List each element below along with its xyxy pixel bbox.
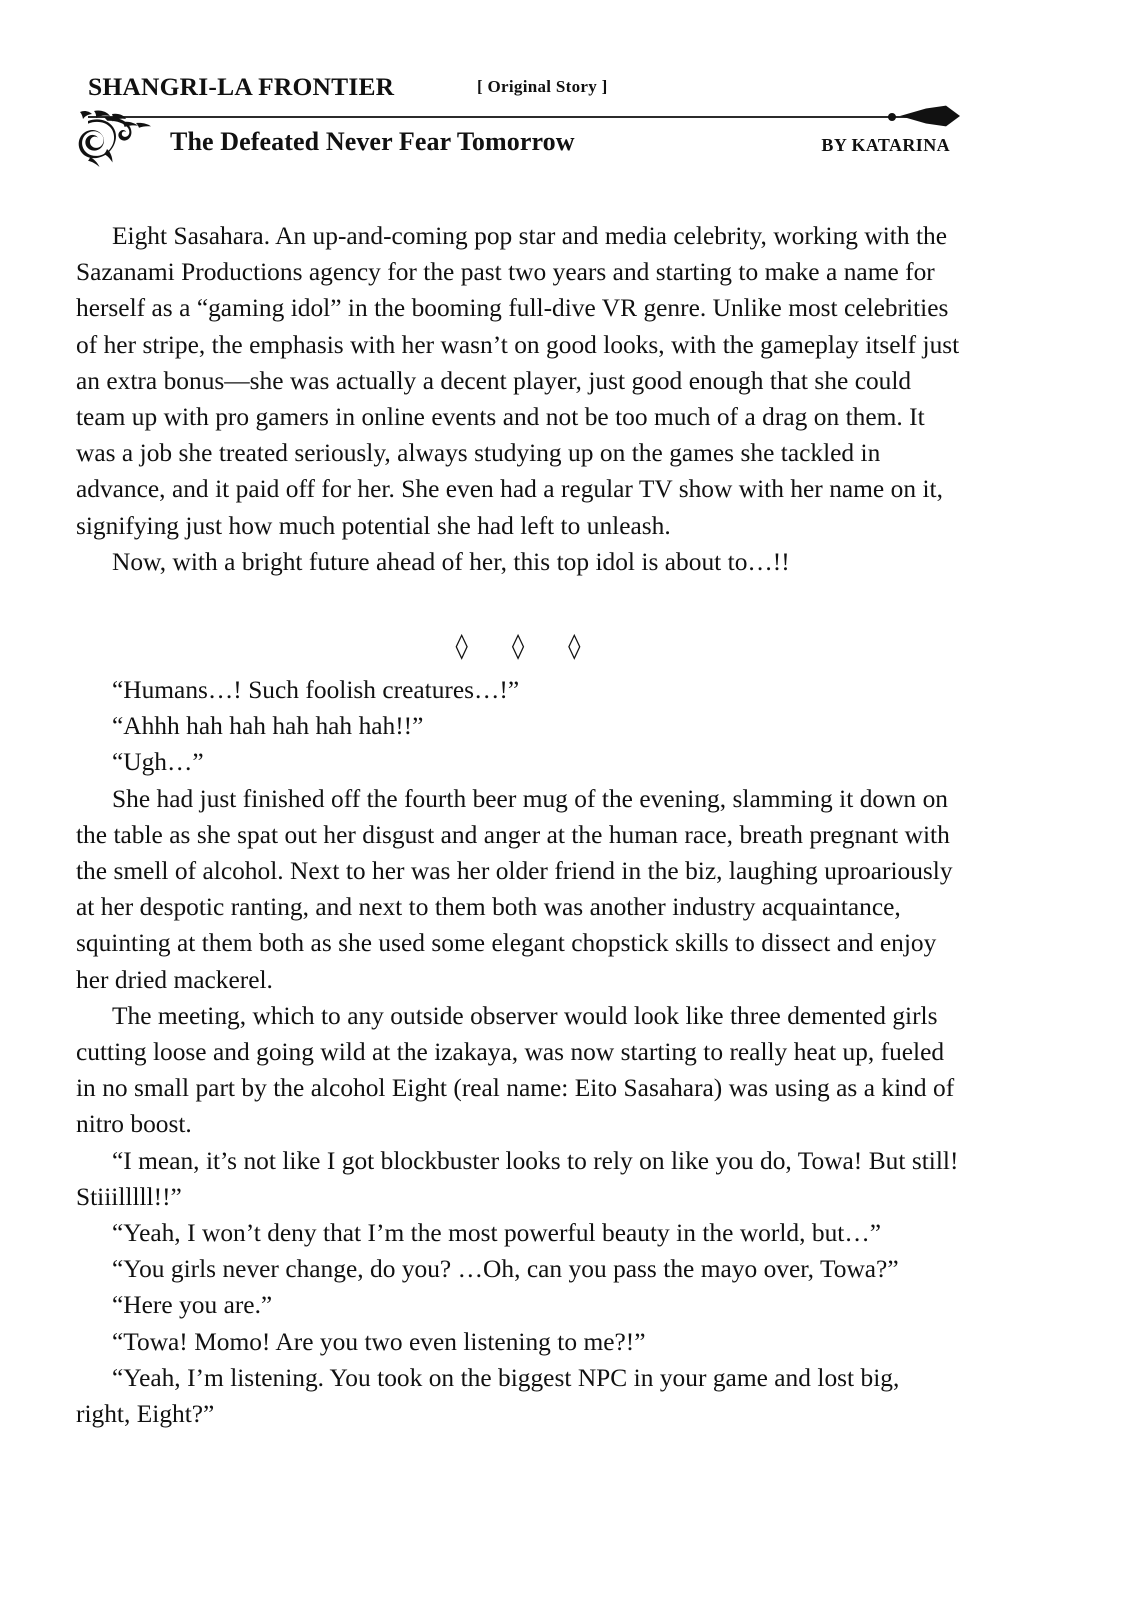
dialogue-line: “Towa! Momo! Are you two even listening to me?!”	[112, 1327, 646, 1356]
series-title: SHANGRI-LA FRONTIER	[88, 72, 395, 101]
horizontal-rule	[88, 116, 950, 118]
paragraph: Eight Sasahara. An up-and-coming pop star and media celebrity, working with the Sazanami Productions agency for the past two years and starting to make a name for herself as a “gaming idol” in the booming full-dive VR genre. Unlike most celebrities of her stripe, the emphasis with her wasn’t on good looks, with the gameplay itself just an extra bonus—she was actually a decent player, just good enough that she could team up with pro gamers in online events and not be too much of a drag on them. It was a job she treated seriously, always studying up on the games she tackled in advance, and it paid off for her. She even had a regular TV show with her name on it, signifying just how much potential she had left to unleash.	[76, 222, 960, 540]
header-top-row	[88, 72, 950, 106]
paragraph: She had just finished off the fourth beer mug of the evening, slamming it down on the table as she spat out her disgust and anger at the human race, breath pregnant with the smell of alcohol. Next to her was her older friend in the biz, laughing uproariously at her despotic ranting, and next to them both was another industry acquaintance, squinting at them both as she used some elegant chopstick skills to dissect and enjoy her dried mackerel.	[76, 784, 953, 994]
dialogue-line: “Humans…! Such foolish creatures…!”	[112, 676, 520, 705]
diamond-icon: ◊	[568, 631, 581, 661]
author-byline: BY KATARINA	[821, 135, 950, 155]
running-head	[88, 72, 950, 156]
dialogue-line: “I mean, it’s not like I got blockbuster looks to rely on like you do, Towa! But still! Stiiilllll!!”	[76, 1146, 959, 1211]
dialogue-line: “Here you are.”	[112, 1291, 273, 1320]
dialogue-line: “You girls never change, do you? …Oh, can you pass the mayo over, Towa?”	[112, 1255, 899, 1284]
diamond-icon: ◊	[455, 631, 468, 661]
dialogue-line: “Ahhh hah hah hah hah hah!!”	[112, 712, 424, 741]
dialogue-line: “Yeah, I’m listening. You took on the biggest NPC in your game and lost big, right, Eight?”	[76, 1363, 900, 1429]
rule-dot-icon	[888, 113, 896, 121]
chapter-row	[88, 125, 950, 163]
scene-divider	[76, 580, 960, 672]
chapter-title: The Defeated Never Fear Tomorrow	[170, 127, 575, 156]
left-arrow-dart-icon	[900, 105, 960, 127]
dialogue-line: “Ugh…”	[112, 748, 204, 777]
paragraph: Now, with a bright future ahead of her, this top idol is about to…!!	[112, 547, 790, 576]
dialogue-line: “Yeah, I won’t deny that I’m the most powerful beauty in the world, but…”	[112, 1219, 881, 1248]
diamond-icon: ◊	[511, 631, 525, 661]
body-text	[76, 218, 960, 1432]
original-story-label: [ Original Story ]	[477, 77, 608, 96]
paragraph: The meeting, which to any outside observer would look like three demented girls cutting loose and going wild at the izakaya, was now starting to really heat up, fueled in no small part by the alcohol Eight (real name: Eito Sasahara) was using as a kind of nitro boost.	[76, 1001, 955, 1139]
header-rule	[88, 112, 950, 122]
